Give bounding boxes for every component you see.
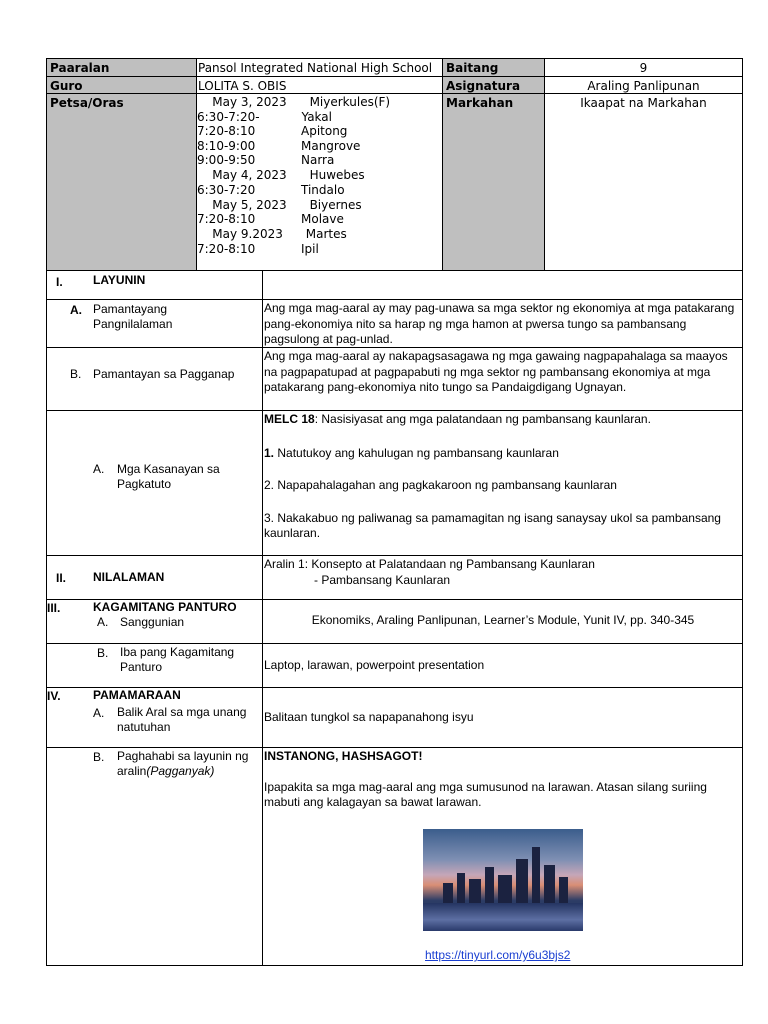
item-letter: B. [97,646,109,660]
section-number: III. [47,601,61,615]
schedule-line: 7:20-8:10 Molave [197,212,344,226]
schedule-line: May 5, 2023 Biyernes [197,198,362,212]
teacher-label: Guro [47,77,197,94]
grade-label: Baitang [443,59,545,77]
date-label: Petsa/Oras [47,94,197,270]
item-letter: B. [93,750,105,764]
schedule-line: 7:20-8:10 Apitong [197,124,348,138]
quarter-label: Markahan [443,94,545,270]
item-title: Iba pang Kagamitang [120,645,235,659]
item-title: Sanggunian [120,615,185,629]
item-title: Pangnilalaman [93,317,173,331]
objective-text: Natutukoy ang kahulugan ng pambansang kaunlaran [274,445,559,460]
row-iba-pang-kagamitang [47,644,742,688]
row-pamantayang-pangnilalaman [47,300,742,348]
teacher-value: LOLITA S. OBIS [197,77,443,94]
melc-label: MELC 18 [264,412,315,426]
activity-heading: INSTANONG, HASHSAGOT! [264,749,423,763]
subject-value: Araling Panlipunan [545,77,742,94]
item-title: Pamantayan sa Pagganap [93,367,235,381]
melc-text: : Nasisiyasat ang mga palatandaan ng pambansang kaunlaran. [314,412,651,426]
objective-text: 2. Napapahalagahan ang pagkakaroon ng pambansang kaunlaran [264,478,617,492]
item-title: Mga Kasanayan sa [117,462,220,476]
activity-text: Ipapakita sa mga mag-aaral ang mga sumusunod na larawan. Atasan silang suriing mabuti ang kalagayan sa bawat larawan. [264,779,707,809]
item-title: Balik Aral sa mga unang [117,705,247,719]
schedule-line: 8:10-9:00 Mangrove [197,139,361,153]
section-number: II. [56,571,67,585]
section-number: I. [56,275,63,289]
section-title: KAGAMITANG PANTURO [93,600,237,614]
row-mga-kasanayan [47,411,742,556]
schedule-line: May 9.2023 Martes [197,227,347,241]
item-text: Laptop, larawan, powerpoint presentation [264,658,485,672]
item-text: Ang mga mag-aaral ay may pag-unawa sa mga sektor ng ekonomiya at mga patakarang pang-ekonomiya nito sa harap ng mga hamon at pwersa tungo sa pambansang pagsulong at pag-unlad. [264,301,735,346]
section-title: LAYUNIN [93,273,146,287]
row-layunin [47,271,742,300]
schedule-line: 7:20-8:10 Ipil [197,242,319,256]
item-text: Balitaan tungkol sa napapanahong isyu [264,710,474,724]
schedule-line: 6:30-7:20- Yakal [197,110,332,124]
item-letter: A. [93,462,105,476]
lesson-plan-table [46,270,743,966]
row-kagamitang-panturo [47,600,742,644]
item-letter: A. [97,615,109,629]
item-title: Paghahabi sa layunin ng [117,749,249,763]
section-number: IV. [47,689,61,703]
row-paghahabi [47,748,742,965]
section-title: NILALAMAN [93,570,165,584]
row-pamamaraan [47,688,742,748]
school-value: Pansol Integrated National High School [197,59,443,77]
item-title: Panturo [120,660,163,674]
section-title: PAMAMARAAN [93,688,181,702]
schedule-line: 9:00-9:50 Narra [197,153,335,167]
item-title: aralin [117,764,147,778]
item-title: Pagkatuto [117,477,172,491]
item-letter: A. [93,706,105,720]
item-text: Ang mga mag-aaral ay nakapagsasagawa ng mga gawaing nagpapahalaga sa maayos na pagpapatupad at pagpapabuti ng mga sektor ng pambansang ekonomiya at mga patakarang pang-ekonomiya nito tungo sa Pandaigdigang Ugnayan. [264,349,728,394]
item-text: - Pambansang Kaunlaran [314,572,451,587]
subject-label: Asignatura [443,77,545,94]
item-letter: A. [70,303,82,317]
grade-value: 9 [545,59,742,77]
item-title: Pamantayang [93,302,168,316]
schedule-list [197,94,443,271]
schedule-line: May 4, 2023 Huwebes [197,168,365,182]
objective-number: 1. [264,445,275,460]
item-text: Aralin 1: Konsepto at Palatandaan ng Pambansang Kaunlaran [264,557,595,571]
objective-text: 3. Nakakabuo ng paliwanag sa pamamagitan ng isang sanaysay ukol sa pambansang kaunlaran. [264,510,721,540]
quarter-value: Ikaapat na Markahan [580,96,707,110]
row-pamantayan-sa-pagganap [47,348,742,411]
item-letter: B. [70,367,82,381]
schedule-line: May 3, 2023 Miyerkules(F) [197,95,391,109]
item-title-italic: (Pagganyak) [146,764,215,778]
row-nilalaman [47,556,742,600]
item-title: natutuhan [117,720,171,734]
schedule-line: 6:30-7:20 Tindalo [197,183,345,197]
city-skyline-image [423,829,583,931]
item-text: Ekonomiks, Araling Panlipunan, Learner’s Module, Yunit IV, pp. 340-345 [311,613,695,627]
image-source-link[interactable]: https://tinyurl.com/y6u3bjs2 [425,948,571,962]
school-label: Paaralan [47,59,197,77]
